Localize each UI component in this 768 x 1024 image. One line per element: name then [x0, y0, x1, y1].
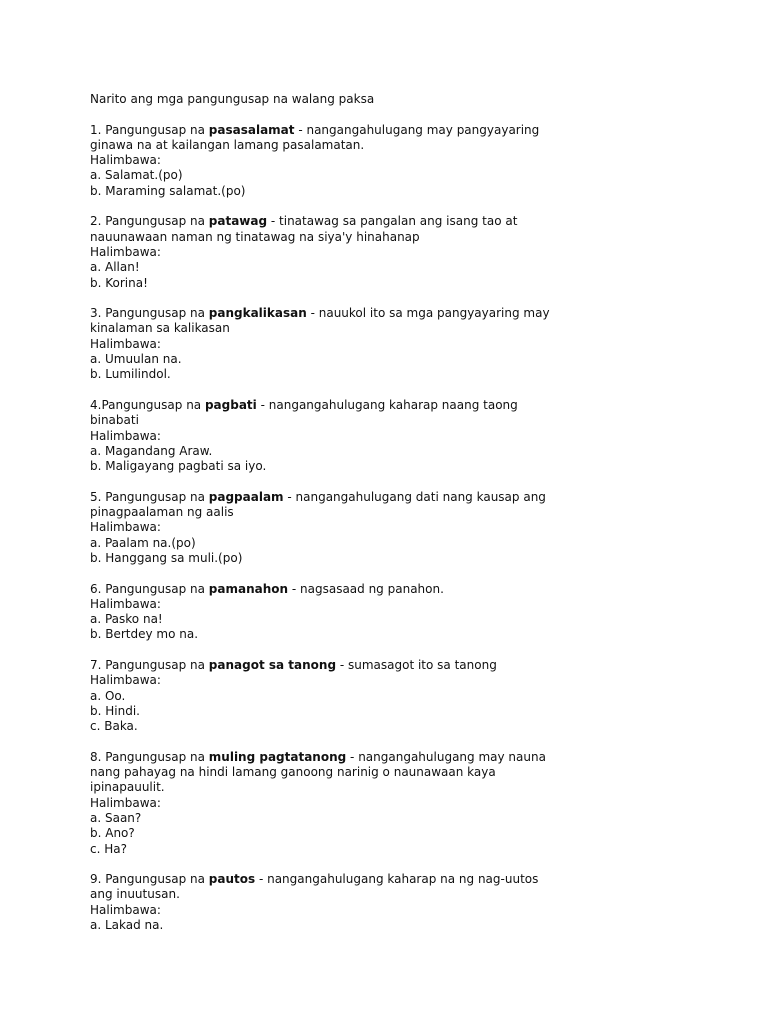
- entry-description: - nangangahulugang dati nang kausap ang pinagpaalaman ng aalis: [90, 489, 546, 520]
- example-item: b. Maligayang pagbati sa iyo.: [90, 459, 267, 474]
- example-item: a. Allan!: [90, 260, 140, 275]
- example-list: [90, 811, 730, 857]
- example-item: a. Salamat.(po): [90, 168, 183, 183]
- example-list: [90, 612, 730, 643]
- example-heading: Halimbawa:: [90, 902, 161, 917]
- entry-definition: [90, 750, 560, 796]
- example-item: b. Lumilindol.: [90, 367, 171, 382]
- entry-description: - nangangahulugang may nauna nang pahayag na hindi lamang ganoong narinig o naunawaan kaya ipinapauulit.: [90, 749, 546, 795]
- entry-prefix: 9. Pangungusap na: [90, 872, 209, 887]
- document-page: [90, 92, 730, 949]
- example-heading: Halimbawa:: [90, 596, 161, 611]
- example-list: [90, 352, 730, 383]
- entry-1: [90, 123, 730, 199]
- entry-prefix: 3. Pangungusap na: [90, 306, 209, 321]
- entry-5: [90, 490, 730, 566]
- example-heading: Halimbawa:: [90, 153, 161, 168]
- example-heading: Halimbawa:: [90, 244, 161, 259]
- example-item: a. Magandang Araw.: [90, 443, 213, 458]
- example-item: a. Umuulan na.: [90, 352, 182, 367]
- entry-term: pagbati: [204, 397, 257, 412]
- example-list: [90, 918, 730, 933]
- example-item: b. Bertdey mo na.: [90, 627, 199, 642]
- example-item: a. Paalam na.(po): [90, 535, 196, 550]
- entry-description: - nagsasaad ng panahon.: [288, 581, 444, 596]
- entry-description: - nangangahulugang may pangyayaring ginawa na at kailangan lamang pasalamatan.: [90, 122, 540, 152]
- entry-prefix: 4.Pangungusap na: [90, 397, 205, 412]
- example-heading: Halimbawa:: [90, 795, 161, 810]
- entry-term: pangkalikasan: [208, 306, 307, 321]
- entry-prefix: 2. Pangungusap na: [90, 214, 209, 229]
- example-item: c. Baka.: [90, 719, 138, 734]
- entry-8: [90, 750, 730, 857]
- example-item: a. Pasko na!: [90, 612, 163, 627]
- entry-definition: [90, 582, 560, 597]
- entry-3: [90, 306, 730, 382]
- entry-definition: [90, 872, 560, 903]
- entry-term: pasasalamat: [208, 122, 295, 137]
- entry-description: - tinatawag sa pangalan ang isang tao at nauunawaan naman ng tinatawag na siya'y hinahanap: [90, 214, 518, 244]
- example-item: a. Saan?: [90, 810, 142, 825]
- entry-definition: [90, 123, 560, 154]
- entry-2: [90, 214, 730, 290]
- example-heading: Halimbawa:: [90, 673, 161, 688]
- entry-prefix: 8. Pangungusap na: [90, 749, 209, 764]
- entry-term: pagpaalam: [208, 489, 284, 504]
- example-item: a. Lakad na.: [90, 918, 164, 933]
- entry-term: panagot sa tanong: [208, 657, 337, 672]
- intro-text: Narito ang mga pangungusap na walang paksa: [90, 92, 375, 106]
- entry-9: [90, 872, 730, 933]
- entry-definition: [90, 306, 560, 337]
- example-list: [90, 260, 730, 291]
- entry-definition: [90, 214, 560, 245]
- entry-definition: [90, 398, 560, 429]
- example-list: [90, 689, 730, 735]
- example-item: c. Ha?: [90, 841, 127, 856]
- example-list: [90, 168, 730, 199]
- example-item: b. Hanggang sa muli.(po): [90, 550, 243, 565]
- entry-description: - nangangahulugang kaharap naang taong binabati: [90, 397, 518, 428]
- entry-description: - nangangahulugang kaharap na ng nag-uutos ang inuutusan.: [90, 872, 539, 902]
- entry-prefix: 5. Pangungusap na: [90, 489, 209, 504]
- entry-term: pamanahon: [208, 581, 289, 596]
- example-heading: Halimbawa:: [90, 428, 161, 443]
- example-heading: Halimbawa:: [90, 520, 161, 535]
- entry-6: [90, 582, 730, 643]
- entry-definition: [90, 658, 560, 673]
- example-item: a. Oo.: [90, 688, 126, 703]
- example-heading: Halimbawa:: [90, 336, 161, 351]
- entry-definition: [90, 490, 560, 521]
- example-item: b. Maraming salamat.(po): [90, 183, 246, 198]
- example-list: [90, 536, 730, 567]
- entry-prefix: 7. Pangungusap na: [90, 657, 209, 672]
- entry-prefix: 1. Pangungusap na: [90, 122, 209, 137]
- example-list: [90, 444, 730, 475]
- example-item: b. Korina!: [90, 275, 148, 290]
- entry-term: muling pagtatanong: [208, 749, 347, 764]
- entry-prefix: 6. Pangungusap na: [90, 581, 209, 596]
- entry-description: - nauukol ito sa mga pangyayaring may kinalaman sa kalikasan: [90, 306, 550, 336]
- entry-7: [90, 658, 730, 734]
- example-item: b. Hindi.: [90, 703, 140, 718]
- entry-description: - sumasagot ito sa tanong: [336, 657, 497, 672]
- entry-term: patawag: [208, 214, 268, 229]
- example-item: b. Ano?: [90, 826, 135, 841]
- entry-4: [90, 398, 730, 474]
- entry-term: pautos: [208, 872, 256, 887]
